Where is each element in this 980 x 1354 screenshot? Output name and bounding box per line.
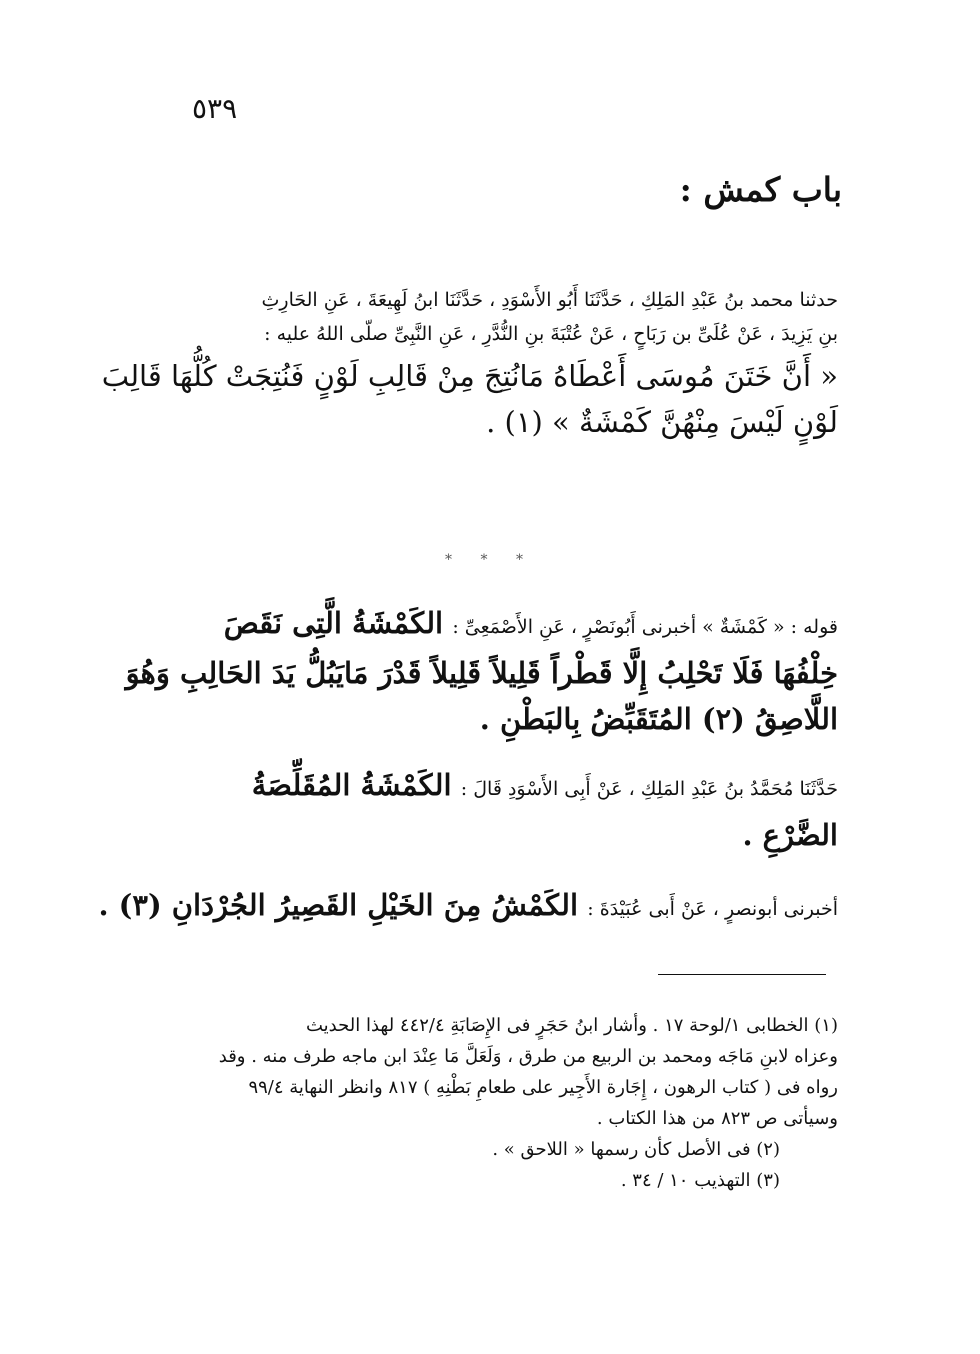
- footnote-divider: [658, 974, 826, 975]
- commentary-definition: الكَمْشُ مِنَ الخَيْلِ القَصِيرُ الجُرْدَانِ (٣) .: [98, 888, 579, 922]
- commentary-definition: الكَمْشَةُ المُقَلِّصَةُ: [251, 768, 452, 802]
- footnote-2: (٢) فى الأصل كأن رسمها « اللاحق » .: [492, 1139, 780, 1160]
- commentary-paragraph-1: [125, 600, 838, 742]
- commentary-line: [98, 882, 838, 932]
- footnote-1-line: (١) الخطابى ١/لوحة ١٧ . وأشار ابنُ حَجَرٍ فى الإِصَابَةِ ٤٤٢/٤ لهذا الحديث: [305, 1015, 838, 1036]
- isnad-line: بنِ يَزِيدَ ، عَنْ عُلَىِّ بن رَبَاحٍ ، عَنْ عُتْبَةَ بنِ النُّدَّرِ ، عَنِ النَّبِىِّ صلّى اللهُ عليه :: [264, 323, 838, 345]
- hadith-section: [101, 283, 838, 445]
- footnote-1-line: رواه فى ( كتاب الرهون ، إِجَارة الأَجِير على طعامِ بَطْنِهِ ) ٨١٧ وانظر النهاية ٩٩/٤: [248, 1077, 838, 1098]
- section-separator: * * *: [445, 552, 535, 568]
- commentary-line: خِلْفُهَا فَلَا تَحْلِبُ إِلَّا قَطْراً قَلِيلاً قَلِيلاً قَدْرَ مَايَبُلُّ يَدَ الحَالِبِ وَهُوَ: [125, 656, 838, 690]
- commentary-line: اللَّاصِقُ (٢) المُتَقَبِّضُ بِالبَطْنِ .: [479, 702, 838, 736]
- commentary-paragraph-3: [98, 882, 838, 932]
- page-number: ٥٣٩: [192, 92, 238, 125]
- isnad-line: حدثنا محمد بنُ عَبْدِ المَلِكِ ، حَدَّثَنَا أَبُو الأَسْوَدِ ، حَدَّثَنَا ابنُ لَهِيعَةَ ، عَنِ الحَارِثِ: [261, 289, 838, 311]
- commentary-intro: قوله : « كَمْشَةٌ » أخبرنى أَبُونَصْرٍ ، عَنِ الأَصْمَعِىِّ :: [452, 616, 838, 638]
- footnote-1-line: وسيأتى ص ٨٢٣ من هذا الكتاب .: [596, 1108, 838, 1129]
- matn-line: « أَنَّ خَتَنَ مُوسَى أَعْطَاهُ مَانُتِجَ مِنْ قَالِبِ لَوْنٍ فَنُتِجَتْ كُلُّهَا قَالِبَ: [101, 359, 838, 393]
- matn-line: لَوْنٍ لَيْسَ مِنْهُنَّ كَمْشَةٌ » (١) .: [486, 405, 838, 439]
- commentary-intro: حَدَّثَنَا مُحَمَّدُ بنُ عَبْدِ المَلِكِ ، عَنْ أَبِى الأَسْوَدِ قَالَ :: [460, 778, 838, 800]
- commentary-line: [150, 600, 838, 650]
- chapter-title: باب كمش :: [679, 170, 842, 209]
- commentary-intro: أخبرنى أبونصرٍ ، عَنْ أَبى عُبَيْدَةَ :: [587, 898, 838, 920]
- footnote-1-line: وعزاه لابنِ مَاجَه ومحمد بن الربيع من طرق ، وَلَعَلَّ مَا عِنْدَ ابن ماجه طرف منه . وقد: [218, 1046, 838, 1067]
- commentary-definition: الكَمْشَةُ الَّتِى نَقَصَ: [223, 606, 444, 640]
- footnote-3: (٣) التهذيب ١٠ / ٣٤ .: [620, 1170, 780, 1191]
- footnotes: [155, 1010, 838, 1196]
- commentary-paragraph-2: [150, 762, 838, 858]
- commentary-line: [150, 762, 838, 812]
- commentary-line: الضَّرْعِ .: [742, 818, 838, 852]
